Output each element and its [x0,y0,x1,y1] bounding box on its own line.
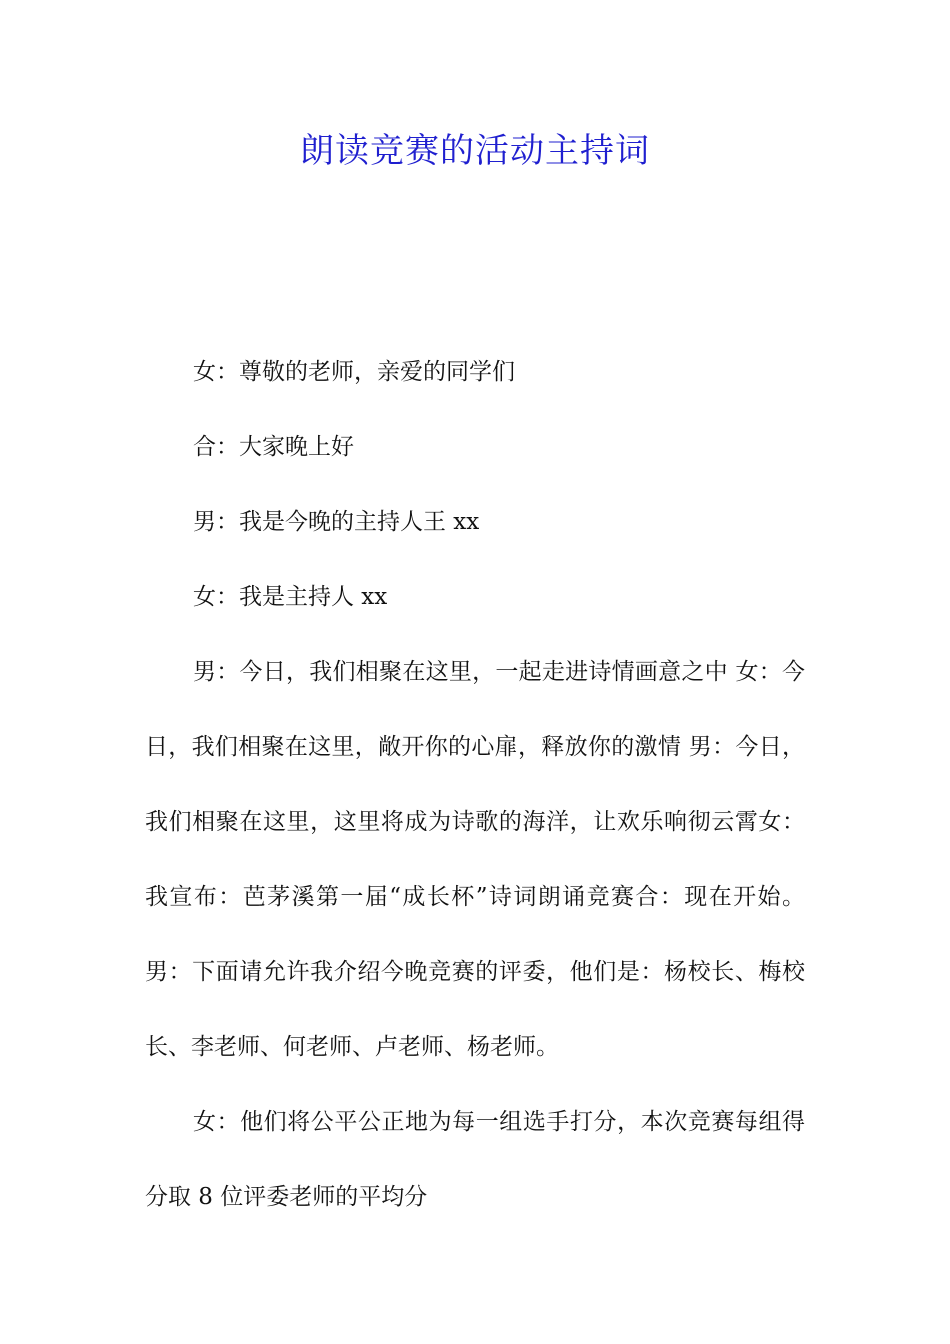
paragraph-1: 女：尊敬的老师，亲爱的同学们 [193,359,515,385]
paragraph-4: 女：我是主持人 xx [193,584,388,610]
paragraph-5: 男：今日，我们相聚在这里，一起走进诗情画意之中 女：今日，我们相聚在这里，敞开你的心扉，释放你的激情 男：今日，我们相聚在这里，这里将成为诗歌的海洋，让欢乐响彻云霄女：我宣布：芭茅溪第一届“成长杯”诗词朗诵竞赛合：现在开始。男：下面请允许我介绍今晚竞赛的评委，他们是：杨校长、梅校长、李老师、何老师、卢老师、杨老师。 [145,659,805,1060]
document-title: 朗读竞赛的活动主持词 [300,131,650,171]
document-body [145,335,805,1235]
paragraph-6: 女：他们将公平公正地为每一组选手打分，本次竞赛每组得分取 8 位评委老师的平均分 [145,1109,805,1210]
paragraph-2: 合：大家晚上好 [193,434,354,460]
paragraph-3: 男：我是今晚的主持人王 xx [193,509,480,535]
